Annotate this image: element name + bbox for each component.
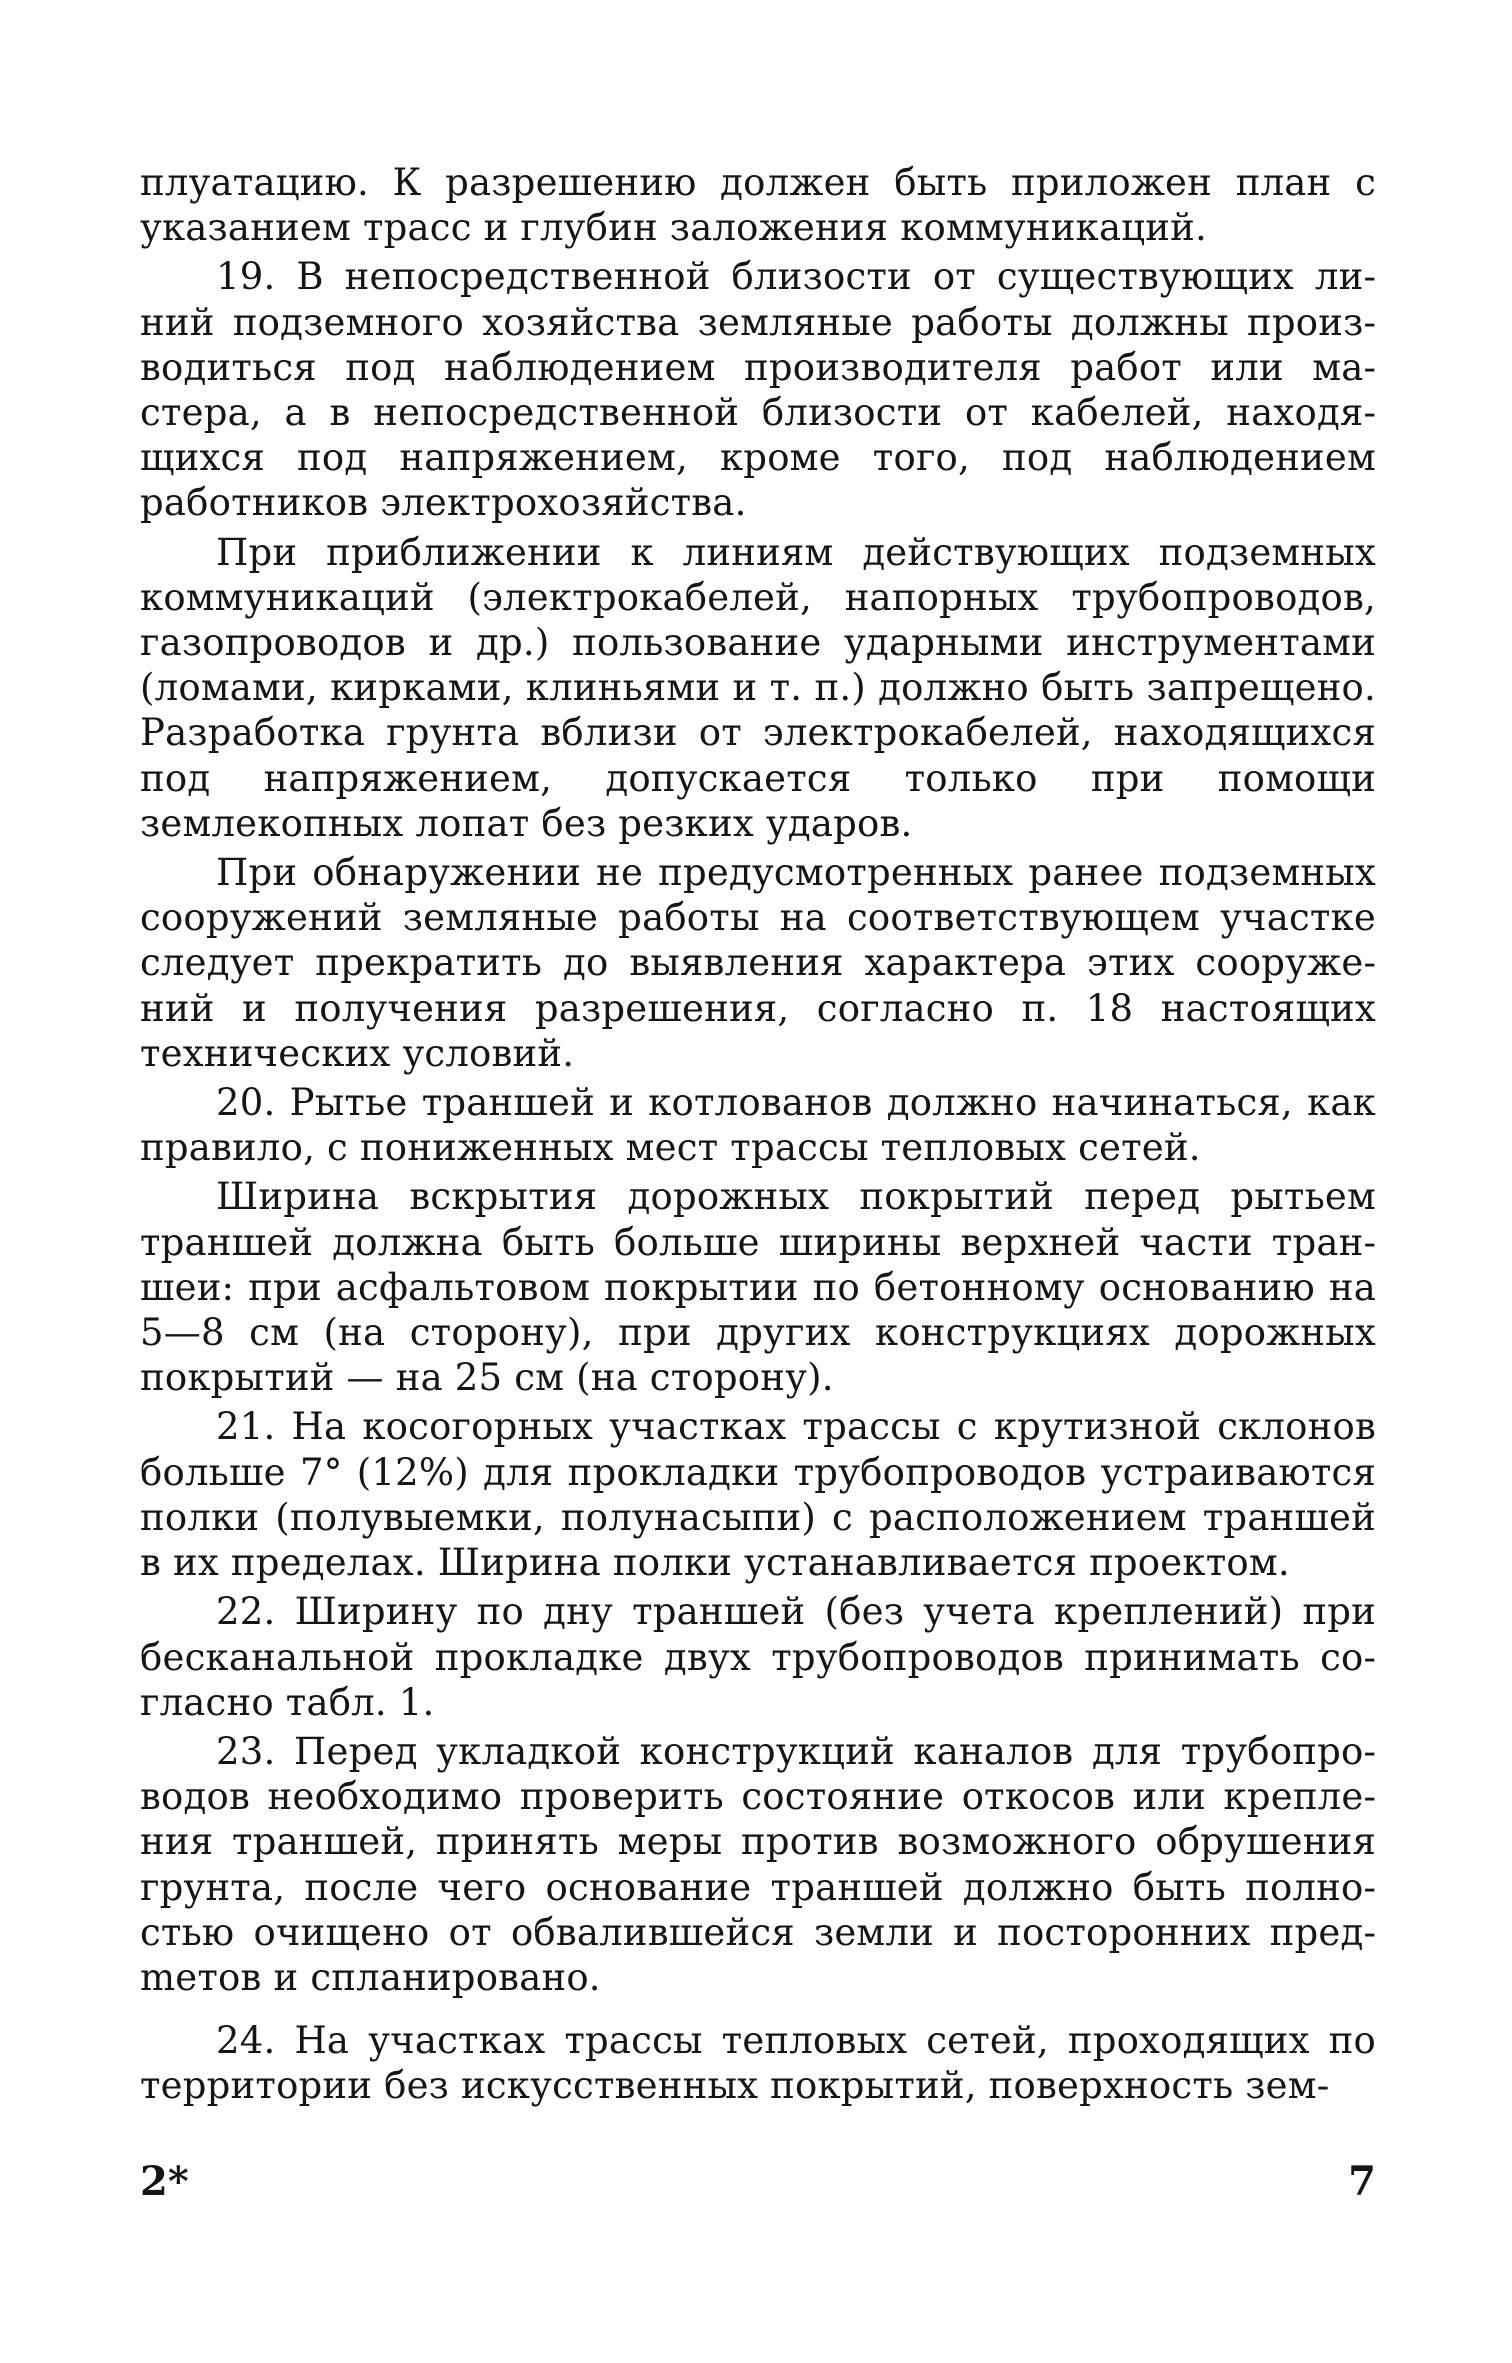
page-number: 7	[1348, 2158, 1376, 2205]
signature-mark: 2*	[140, 2158, 189, 2205]
page-footer	[140, 2158, 1376, 2206]
paragraph-clause-20: 20. Рытье траншей и котлованов должно начинаться, как правило, с пониженных мест трассы тепловых сетей.	[140, 1081, 1376, 1170]
paragraph-clause-23: 23. Перед укладкой конструкций каналов для трубопроводов необходимо проверить состояние откосов или крепления траншей, принять меры против возможного обрушения грунта, после чего основание траншей должно быть полностью очищено от обвалившейся земли и посторонних предmетов и спланировано.	[140, 1729, 1376, 1999]
paragraph-clause-20-pavement-width: Ширина вскрытия дорожных покрытий перед рытьем траншей должна быть больше ширины верхней части траншеи: при асфальтовом покрытии по бетонному основанию на 5—8 см (на сторону), при других конструкциях дорожных покрытий — на 25 см (на сторону).	[140, 1175, 1376, 1400]
paragraph-clause-19: 19. В непосредственной близости от существующих линий подземного хозяйства земляные работы должны производиться под наблюдением производителя работ или мастера, а в непосредственной близости от кабелей, находящихся под напряжением, кроме того, под наблюдением работников электрохозяйства.	[140, 255, 1376, 525]
paragraph-clause-21: 21. На косогорных участках трассы с крутизной склонов больше 7° (12%) для прокладки трубопроводов устраиваются полки (полувыемки, полунасыпи) с расположением траншей в их пределах. Ширина полки устанавливается проектом.	[140, 1405, 1376, 1585]
page-body	[140, 160, 1376, 2109]
paragraph-clause-19-unforeseen-structures: При обнаружении не предусмотренных ранее подземных сооружений земляные работы на соответствующем участке следует прекратить до выявления характера этих сооружений и получения разрешения, согласно п. 18 настоящих технических условий.	[140, 851, 1376, 1075]
paragraph-continuation: плуатацию. К разрешению должен быть приложен план с указанием трасс и глубин заложения коммуникаций.	[140, 161, 1376, 250]
paragraph-clause-24: 24. На участках трассы тепловых сетей, проходящих по территории без искусственных покрытий, поверхность зем-	[140, 2019, 1376, 2108]
paragraph-clause-22: 22. Ширину по дну траншей (без учета креплений) при бесканальной прокладке двух трубопроводов принимать согласно табл. 1.	[140, 1590, 1376, 1724]
paragraph-clause-19-impact-tools: При приближении к линиям действующих подземных коммуникаций (электрокабелей, напорных трубопроводов, газопроводов и др.) пользование ударными инструментами (ломами, кирками, клиньями и т. п.) должно быть запрещено. Разработка грунта вблизи от электрокабелей, находящихся под напряжением, допускается только при помощи землекопных лопат без резких ударов.	[140, 530, 1376, 845]
